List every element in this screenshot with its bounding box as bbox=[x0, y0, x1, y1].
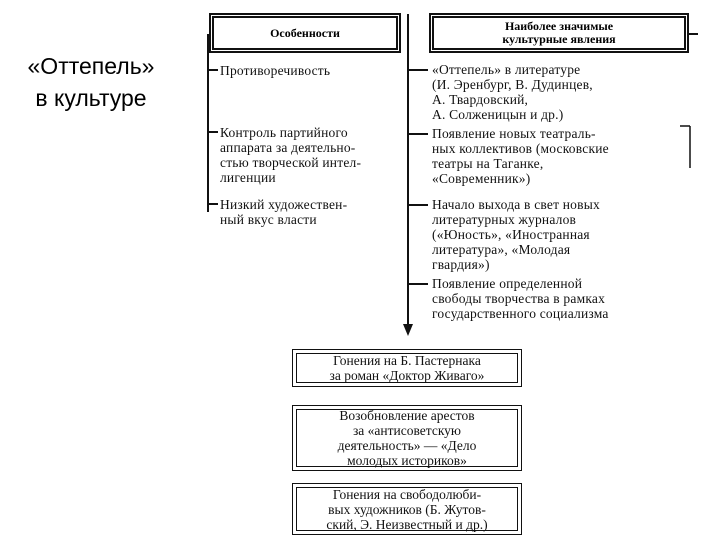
title-line-1: «Оттепель» bbox=[27, 53, 155, 79]
header-cultural-events bbox=[432, 16, 686, 50]
left-item-3: Низкий художествен- ный вкус власти bbox=[220, 197, 348, 227]
bottom-box-pasternak-inner bbox=[296, 353, 518, 383]
header-features-text: Особенности bbox=[270, 25, 340, 40]
header-features bbox=[212, 16, 398, 50]
bottom-box-arrests-text: Возобновление арестов за «антисоветскую деятельность» — «Дело молодых историков» bbox=[337, 408, 477, 468]
right-item-1: «Оттепель» в литературе (И. Эренбург, В. Дудинцев, А. Твардовский, А. Солженицын и др.) bbox=[432, 62, 593, 122]
bottom-box-artists-inner bbox=[296, 487, 518, 531]
title-line-2: в культуре bbox=[35, 85, 147, 111]
right-item-2: Появление новых театраль- ных коллективов (московские театры на Таганке, «Современник») bbox=[432, 126, 609, 186]
right-item-3: Начало выхода в свет новых литературных журналов («Юность», «Иностранная литература», «Молодая гвардия») bbox=[432, 197, 600, 272]
left-item-1: Противоречивость bbox=[220, 63, 331, 78]
left-item-2: Контроль партийного аппарата за деятельно- стью творческой интел- лигенции bbox=[220, 125, 362, 185]
bottom-box-artists-text: Гонения на свободолюби- вых художников (Б. Жутов- ский, Э. Неизвестный и др.) bbox=[326, 486, 488, 532]
bottom-box-arrests bbox=[292, 405, 522, 471]
header-cultural-events-text: Наиболее значимые культурные явления bbox=[502, 19, 616, 46]
right-item-4: Появление определенной свободы творчества в рамках государственного социализма bbox=[432, 276, 609, 321]
bottom-box-pasternak-text: Гонения на Б. Пастернака за роман «Доктор Живаго» bbox=[329, 353, 485, 383]
bottom-box-arrests-inner bbox=[296, 409, 518, 467]
bottom-box-pasternak bbox=[292, 349, 522, 387]
bottom-box-artists bbox=[292, 483, 522, 535]
down-arrow-icon bbox=[403, 324, 413, 336]
